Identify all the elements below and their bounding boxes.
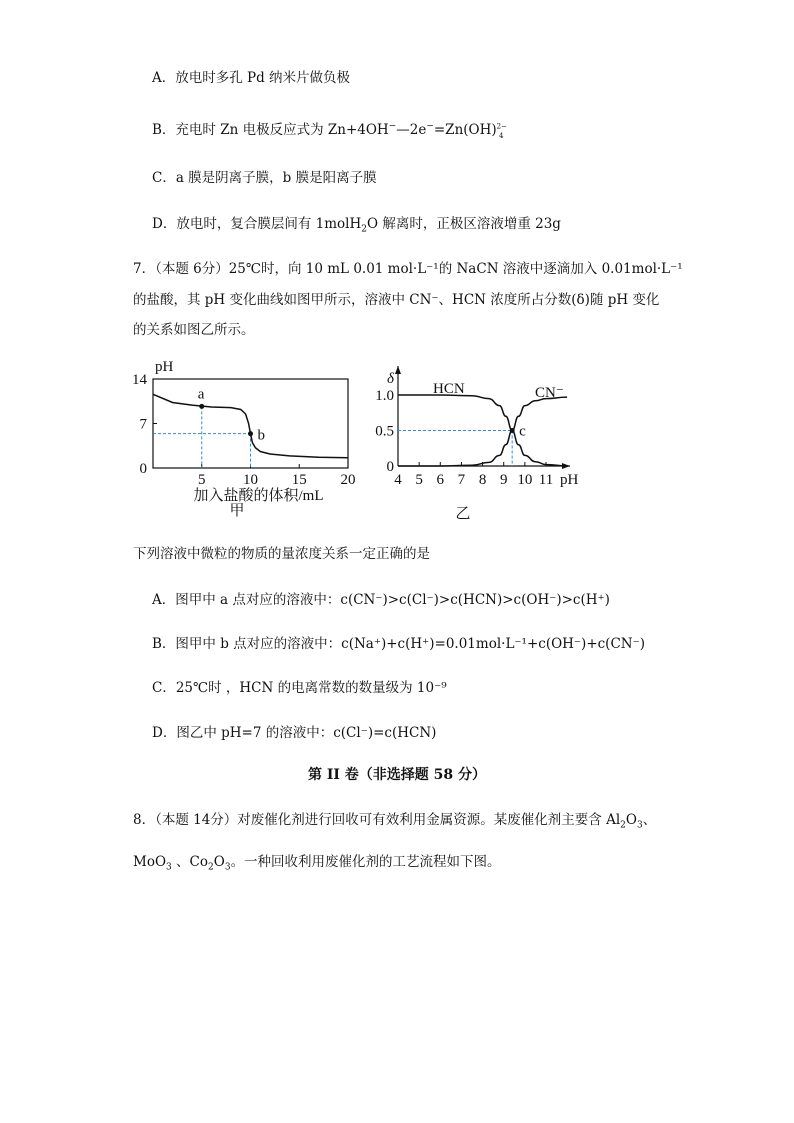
q8-text-a: 8．（本题 14分）对废催化剂进行回收可有效利用金属资源。某废催化剂主要含 Al (133, 812, 621, 828)
point-a (199, 404, 204, 409)
question7-line3: 的关系如图乙所示。 (133, 322, 255, 338)
q8-text-e: 、Co (171, 854, 209, 870)
question7-prompt: 下列溶液中微粒的物质的量浓度关系一定正确的是 (133, 546, 430, 562)
series-label-cn: CN⁻ (535, 385, 564, 401)
point-b (248, 431, 253, 436)
superscript-minus: − (426, 121, 434, 132)
question7-line1: 7．（本题 6分）25℃时，向 10 mL 0.01 mol·L⁻¹的 NaCN 溶液中逐滴加入 0.01mol·L⁻¹ (133, 261, 683, 277)
y-axis-label: pH (155, 359, 174, 375)
question8-line2 (133, 850, 501, 873)
option-6c: C．a 膜是阴离子膜，b 膜是阳离子膜 (152, 170, 377, 186)
y-tick-label: 0.5 (375, 423, 394, 440)
y-tick-label: 0 (386, 459, 394, 475)
x-tick-label: 15 (291, 472, 307, 488)
x-axis-label: 加入盐酸的体积/mL (193, 488, 324, 504)
zincate-charge: 2− (496, 122, 507, 131)
option-7c: C．25℃时 ，HCN 的电离常数的数量级为 10⁻⁹ (152, 680, 447, 696)
x-tick-label: 8 (478, 472, 487, 488)
chart-caption: 乙 (455, 506, 471, 522)
question8-line1 (133, 808, 656, 831)
q8-sub: 3 (166, 862, 172, 873)
q8-text-d: MoO (133, 854, 167, 870)
point-c (510, 428, 515, 433)
q8-sub: 3 (636, 820, 643, 831)
y-tick-label: 14 (132, 372, 147, 388)
x-tick-label: 4 (394, 472, 402, 488)
option-6b-prefix: B．充电时 Zn 电极反应式为 Zn+4OH (152, 122, 389, 138)
x-tick-label: 10 (517, 472, 533, 488)
option-6b-mid: —2e (396, 122, 427, 138)
superscript-minus: − (388, 121, 397, 132)
q8-text-g: 。一种回收利用废催化剂的工艺流程如下图。 (230, 854, 501, 870)
x-tick-label: 20 (340, 472, 356, 488)
water-subscript: 2 (361, 224, 367, 235)
y-tick-label: 7 (139, 416, 147, 433)
titration-charts (0, 0, 794, 540)
point-label: c (519, 423, 526, 440)
q8-text-b: O (625, 812, 637, 828)
x-tick-label: 7 (457, 472, 466, 488)
x-tick-label: 5 (415, 472, 423, 488)
option-6b-suffix: =Zn(OH) (433, 122, 497, 138)
x-tick-label: 5 (198, 472, 206, 488)
chart-caption: 甲 (229, 503, 245, 519)
option-6d-suffix: O 解离时，正极区溶液增重 23g (366, 216, 561, 232)
q8-text-f: O (213, 854, 225, 870)
q8-sub: 2 (620, 820, 626, 831)
y-axis-label: δ (387, 371, 394, 387)
y-tick-label: 1.0 (375, 388, 394, 404)
section-title: 第 II 卷（非选择题 58 分） (307, 767, 487, 783)
x-tick-label: 11 (538, 472, 554, 488)
point-label: b (257, 427, 265, 444)
q8-text-c: 、 (642, 812, 657, 828)
x-axis-label: pH (560, 472, 579, 488)
series-label-hcn: HCN (433, 381, 465, 397)
point-label: a (197, 386, 205, 403)
question7-line2: 的盐酸，其 pH 变化曲线如图甲所示，溶液中 CN⁻、HCN 浓度所占分数(δ)随 pH 变化 (133, 292, 660, 308)
option-7b: B．图甲中 b 点对应的溶液中：c(Na⁺)+c(H⁺)=0.01mol·L⁻¹+c(OH⁻)+c(CN⁻) (152, 636, 645, 652)
option-7a: A．图甲中 a 点对应的溶液中：c(CN⁻)>c(Cl⁻)>c(HCN)>c(OH⁻)>c(H⁺) (152, 592, 610, 608)
zincate-subscript: 4 (498, 131, 504, 140)
y-axis-arrow (395, 366, 401, 374)
q8-sub: 2 (208, 862, 214, 873)
option-6a: A．放电时多孔 Pd 纳米片做负极 (152, 70, 351, 86)
option-7d: D．图乙中 pH=7 的溶液中：c(Cl⁻)=c(HCN) (152, 725, 437, 741)
option-6d-prefix: D．放电时，复合膜层间有 1molH (152, 216, 362, 232)
x-tick-label: 10 (243, 472, 258, 488)
series-curve-cn (398, 397, 567, 466)
x-tick-label: 6 (436, 472, 445, 488)
q8-sub: 3 (224, 862, 231, 873)
ph-curve (153, 394, 348, 458)
y-tick-label: 0 (139, 461, 147, 477)
x-tick-label: 9 (499, 472, 508, 488)
